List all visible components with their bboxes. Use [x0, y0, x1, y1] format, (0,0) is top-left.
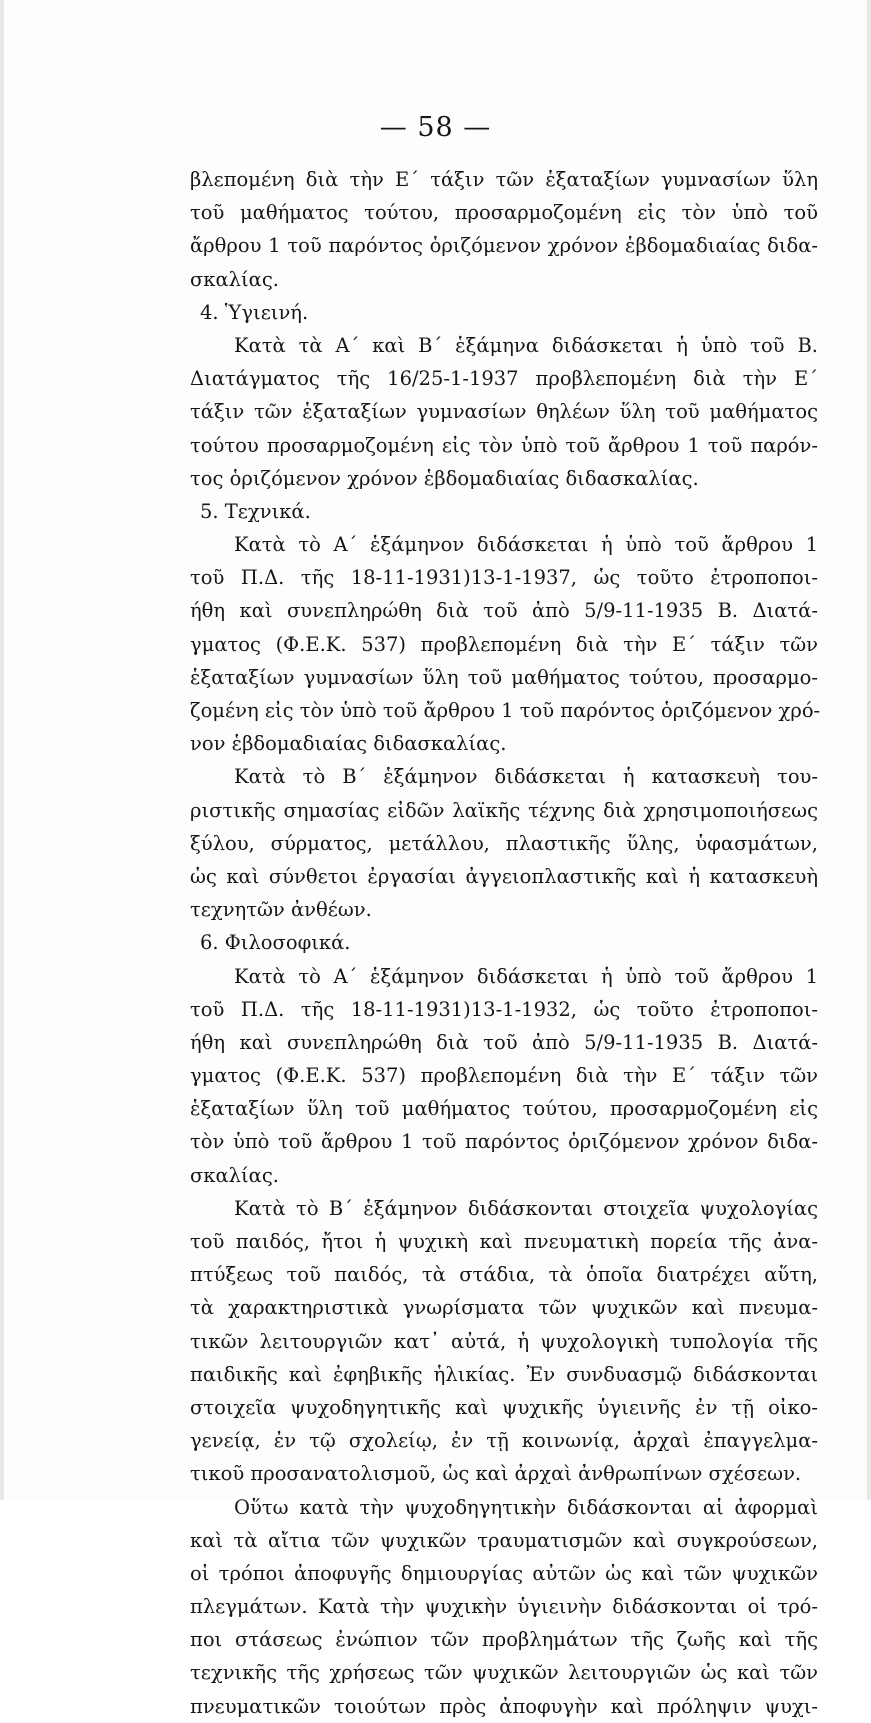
text-line: ἑξαταξίων γυμνασίων ὕλη τοῦ μαθήματος τούτου, προσαρμο-: [190, 665, 818, 689]
text-line: τοῦ Π.Δ. τῆς 18-11-1931)13-1-1932, ὡς τοῦτο ἐτροποποι-: [190, 997, 818, 1021]
text-line: γενείᾳ, ἐν τῷ σχολείῳ, ἐν τῇ κοινωνίᾳ, ἀρχαὶ ἐπαγγελμα-: [190, 1429, 818, 1453]
text-line: σκαλίας.: [190, 267, 279, 291]
text-line: ὡς καὶ σύνθετοι ἐργασίαι ἀγγειοπλαστικῆς καὶ ἡ κατασκευὴ: [190, 864, 818, 888]
text-line: τικῶν λειτουργιῶν κατ᾽ αὐτά, ἡ ψυχολογικὴ τυπολογία τῆς: [190, 1329, 818, 1353]
text-line: σκαλίας.: [190, 1163, 279, 1187]
text-line: τεχνικῆς τῆς χρήσεως τῶν ψυχικῶν λειτουργιῶν ὡς καὶ τῶν: [190, 1661, 818, 1685]
text-line: πλεγμάτων. Κατὰ τὴν ψυχικὴν ὑγιεινὴν διδάσκονται οἱ τρό-: [190, 1595, 818, 1619]
section-heading: 6. Φιλοσοφικά.: [200, 931, 351, 955]
text-line: καὶ τὰ αἴτια τῶν ψυχικῶν τραυματισμῶν καὶ συγκρούσεων,: [190, 1528, 818, 1552]
text-line: τικοῦ προσανατολισμοῦ, ὡς καὶ ἀρχαὶ ἀνθρωπίνων σχέσεων.: [190, 1462, 802, 1486]
text-line: πτύξεως τοῦ παιδός, τὰ στάδια, τὰ ὁποῖα διατρέχει αὕτη,: [190, 1263, 818, 1287]
text-line: Κατὰ τὸ Α΄ ἑξάμηνον διδάσκεται ἡ ὑπὸ τοῦ ἄρθρου 1: [234, 964, 818, 988]
text-line: Διατάγματος τῆς 16/25-1-1937 προβλεπομένη διὰ τὴν Ε΄: [190, 367, 818, 391]
text-line: ξύλου, σύρματος, μετάλλου, πλαστικῆς ὕλης, ὑφασμάτων,: [190, 831, 818, 855]
text-line: ζομένη εἰς τὸν ὑπὸ τοῦ ἄρθρου 1 τοῦ παρόντος ὁριζόμενον χρό-: [190, 699, 821, 722]
text-line: τεχνητῶν ἀνθέων.: [190, 898, 372, 922]
text-line: στοιχεῖα ψυχοδηγητικῆς καὶ ψυχικῆς ὑγιεινῆς ἐν τῇ οἰκο-: [190, 1395, 818, 1419]
text-line: Κατὰ τὰ Α΄ καὶ Β΄ ἑξάμηνα διδάσκεται ἡ ὑπὸ τοῦ Β.: [234, 333, 818, 357]
text-line: ἄρθρου 1 τοῦ παρόντος ὁριζόμενον χρόνον ἑβδομαδιαίας διδα-: [190, 234, 818, 258]
page-number: — 58 —: [379, 112, 492, 143]
text-line: οἱ τρόποι ἀποφυγῆς δημιουργίας αὐτῶν ὡς καὶ τῶν ψυχικῶν: [190, 1561, 818, 1585]
scan-edge-right: [867, 0, 871, 1500]
text-line: τάξιν τῶν ἑξαταξίων γυμνασίων θηλέων ὕλη τοῦ μαθήματος: [190, 400, 818, 424]
text-line: τος ὁριζόμενον χρόνον ἑβδομαδιαίας διδασκαλίας.: [190, 466, 699, 490]
text-line: Οὕτω κατὰ τὴν ψυχοδηγητικὴν διδάσκονται αἱ ἀφορμαὶ: [234, 1495, 818, 1519]
section-heading: 4. Ὑγιεινή.: [200, 300, 309, 324]
section-heading: 5. Τεχνικά.: [200, 499, 311, 523]
text-line: ήθη καὶ συνεπληρώθη διὰ τοῦ ἀπὸ 5/9-11-1935 Β. Διατά-: [190, 1030, 818, 1054]
text-line: τοῦ μαθήματος τούτου, προσαρμοζομένη εἰς τὸν ὑπὸ τοῦ: [190, 201, 818, 225]
text-line: γματος (Φ.Ε.Κ. 537) προβλεπομένη διὰ τὴν Ε΄ τάξιν τῶν: [190, 632, 818, 656]
text-line: τούτου προσαρμοζομένη εἰς τὸν ὑπὸ τοῦ ἄρθρου 1 τοῦ παρόν-: [190, 433, 818, 457]
body-text: [190, 163, 821, 1723]
text-line: γματος (Φ.Ε.Κ. 537) προβλεπομένη διὰ τὴν Ε΄ τάξιν τῶν: [190, 1064, 818, 1088]
text-line: παιδικῆς καὶ ἐφηβικῆς ἡλικίας. Ἐν συνδυασμῷ διδάσκονται: [190, 1362, 818, 1386]
text-line: βλεπομένη διὰ τὴν Ε΄ τάξιν τῶν ἑξαταξίων γυμνασίων ὕλη: [190, 168, 818, 191]
text-line: Κατὰ τὸ Β΄ ἑξάμηνον διδάσκονται στοιχεῖα ψυχολογίας: [234, 1196, 818, 1220]
text-line: τοῦ Π.Δ. τῆς 18-11-1931)13-1-1937, ὡς τοῦτο ἐτροποποι-: [190, 566, 818, 590]
text-line: ἑξαταξίων ὕλη τοῦ μαθήματος τούτου, προσαρμοζομένη εἰς: [190, 1097, 818, 1121]
text-line: Κατὰ τὸ Α΄ ἑξάμηνον διδάσκεται ἡ ὑπὸ τοῦ ἄρθρου 1: [234, 533, 818, 557]
text-line: ήθη καὶ συνεπληρώθη διὰ τοῦ ἀπὸ 5/9-11-1935 Β. Διατά-: [190, 599, 818, 623]
text-line: τὰ χαρακτηριστικὰ γνωρίσματα τῶν ψυχικῶν καὶ πνευμα-: [190, 1296, 818, 1320]
text-line: πνευματικῶν τοιούτων πρὸς ἀποφυγὴν καὶ πρόληψιν ψυχι-: [190, 1694, 818, 1718]
text-line: Κατὰ τὸ Β΄ ἑξάμηνον διδάσκεται ἡ κατασκευὴ του-: [234, 765, 818, 789]
scan-edge-left: [0, 0, 4, 1500]
text-line: ποι στάσεως ἐνώπιον τῶν προβλημάτων τῆς ζωῆς καὶ τῆς: [190, 1628, 818, 1652]
text-line: τοῦ παιδός, ἤτοι ἡ ψυχικὴ καὶ πνευματικὴ πορεία τῆς ἀνα-: [190, 1230, 818, 1253]
text-line: ριστικῆς σημασίας εἰδῶν λαϊκῆς τέχνης διὰ χρησιμοποιήσεως: [190, 798, 818, 822]
text-line: νον ἑβδομαδιαίας διδασκαλίας.: [190, 732, 507, 756]
text-line: τὸν ὑπὸ τοῦ ἄρθρου 1 τοῦ παρόντος ὁριζόμενον χρόνον διδα-: [190, 1130, 818, 1154]
